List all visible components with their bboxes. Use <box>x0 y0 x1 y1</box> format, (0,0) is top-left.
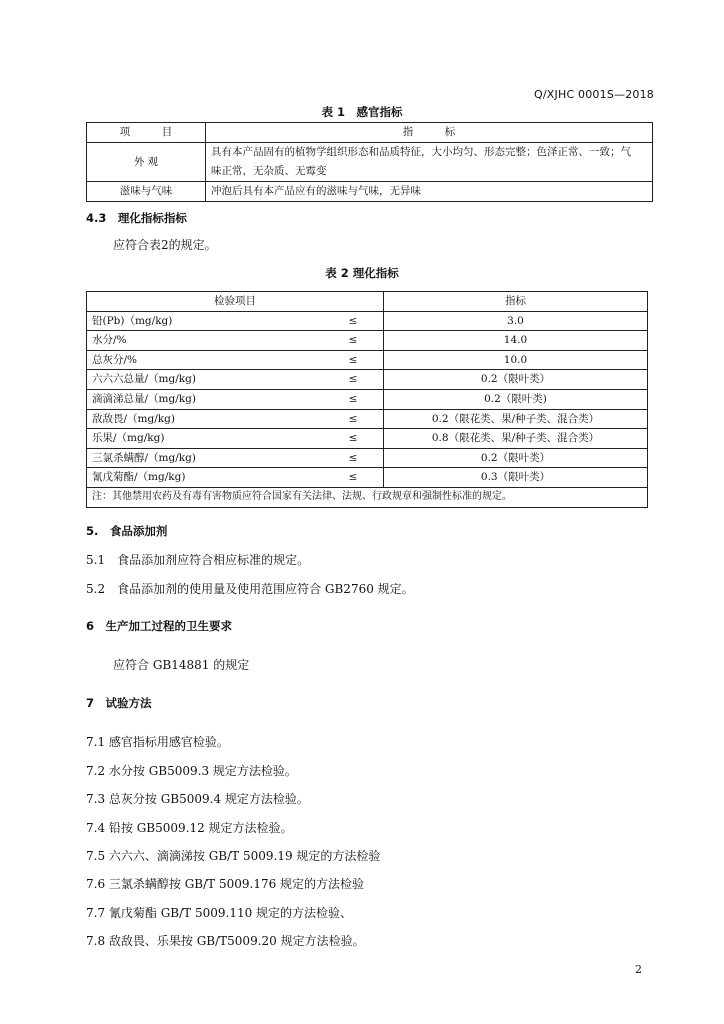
section-5-heading: 5. 食品添加剂 <box>86 524 168 538</box>
table2-value: 0.2（限叶类） <box>384 370 648 390</box>
table2-value: 0.2（限叶类） <box>384 448 648 468</box>
table2-value: 0.2（限叶类) <box>384 389 648 409</box>
table2-value: 10.0 <box>384 350 648 370</box>
table1-spec: 冲泡后具有本产品应有的滋味与气味，无异味 <box>206 182 653 202</box>
table2-op: ≤ <box>323 409 384 429</box>
section-6-text: 应符合 GB14881 的规定 <box>113 658 250 672</box>
section-7-6: 7.6 三氯杀螨醇按 GB/T 5009.176 规定的方法检验 <box>86 877 365 891</box>
section-4-3-text: 应符合表2的规定。 <box>113 238 217 252</box>
table-row <box>87 468 648 488</box>
table2-name: 敌敌畏/（mg/kg) <box>87 409 324 429</box>
table2-value: 0.8（限花类、果/种子类、混合类） <box>384 429 648 449</box>
table2-op: ≤ <box>323 468 384 488</box>
table2-op: ≤ <box>323 370 384 390</box>
table1-item: 外 观 <box>87 143 206 182</box>
section-6-heading: 6 生产加工过程的卫生要求 <box>86 619 233 633</box>
physchem-table <box>86 291 648 508</box>
table1-title: 表 1 感官指标 <box>321 105 403 119</box>
table2-value: 0.3（限叶类） <box>384 468 648 488</box>
table2-value: 14.0 <box>384 331 648 351</box>
table2-op: ≤ <box>323 331 384 351</box>
section-7-3: 7.3 总灰分按 GB5009.4 规定方法检验。 <box>86 792 309 806</box>
table2-title: 表 2 理化指标 <box>325 266 399 280</box>
table2-name: 氰戊菊酯/（mg/kg) <box>87 468 324 488</box>
sensory-table <box>86 122 653 202</box>
table-row <box>87 143 653 182</box>
section-7-7: 7.7 氰戊菊酯 GB/T 5009.110 规定的方法检验、 <box>86 906 353 920</box>
table-row <box>87 331 648 351</box>
table2-name: 六六六总量/（mg/kg) <box>87 370 324 390</box>
table2-name: 水分/% <box>87 331 324 351</box>
table-row <box>87 370 648 390</box>
table2-name: 铅(Pb)（mg/kg) <box>87 311 324 331</box>
table2-name: 乐果/（mg/kg) <box>87 429 324 449</box>
section-5-1: 5.1 食品添加剂应符合相应标准的规定。 <box>86 553 310 567</box>
table1-spec-line1: 具有本产品固有的植物学组织形态和品质特征，大小均匀、形态完整；色泽正常、一致；气 <box>211 146 631 158</box>
section-5-2: 5.2 食品添加剂的使用量及使用范围应符合 GB2760 规定。 <box>86 582 414 596</box>
table1-header-spec: 指 标 <box>206 123 653 143</box>
table-row <box>87 448 648 468</box>
table2-op: ≤ <box>323 429 384 449</box>
table2-note: 注：其他禁用农药及有毒有害物质应符合国家有关法律、法规、行政规章和强制性标准的规定。 <box>87 487 648 507</box>
table2-header-spec: 指标 <box>384 292 648 312</box>
table-row <box>87 389 648 409</box>
section-4-3-heading: 4.3 理化指标指标 <box>86 211 187 225</box>
table-row <box>87 409 648 429</box>
section-7-2: 7.2 水分按 GB5009.3 规定方法检验。 <box>86 764 297 778</box>
table2-op: ≤ <box>323 448 384 468</box>
table2-value: 3.0 <box>384 311 648 331</box>
table-row <box>87 182 653 202</box>
table-row <box>87 429 648 449</box>
document-code: Q/XJHC 0001S—2018 <box>534 88 654 101</box>
table2-name: 总灰分/% <box>87 350 324 370</box>
table-row <box>87 350 648 370</box>
table1-spec <box>206 143 653 182</box>
table1-header-item: 项 目 <box>87 123 206 143</box>
table2-name: 滴滴涕总量/（mg/kg) <box>87 389 324 409</box>
section-7-1: 7.1 感官指标用感官检验。 <box>86 735 229 749</box>
section-7-5: 7.5 六六六、滴滴涕按 GB/T 5009.19 规定的方法检验 <box>86 849 381 863</box>
section-7-8: 7.8 敌敌畏、乐果按 GB/T5009.20 规定方法检验。 <box>86 934 365 948</box>
section-7-4: 7.4 铅按 GB5009.12 规定方法检验。 <box>86 821 293 835</box>
table2-header-item: 检验项目 <box>87 292 384 312</box>
section-7-heading: 7 试验方法 <box>86 696 152 710</box>
table2-name: 三氯杀螨醇/（mg/kg) <box>87 448 324 468</box>
table1-item: 滋味与气味 <box>87 182 206 202</box>
table2-value: 0.2（限花类、果/种子类、混合类） <box>384 409 648 429</box>
table1-spec-line2: 味正常，无杂质、无霉变 <box>211 165 327 177</box>
page-number: 2 <box>635 963 642 976</box>
table2-op: ≤ <box>323 311 384 331</box>
table-row <box>87 311 648 331</box>
table2-op: ≤ <box>323 350 384 370</box>
table2-op: ≤ <box>323 389 384 409</box>
